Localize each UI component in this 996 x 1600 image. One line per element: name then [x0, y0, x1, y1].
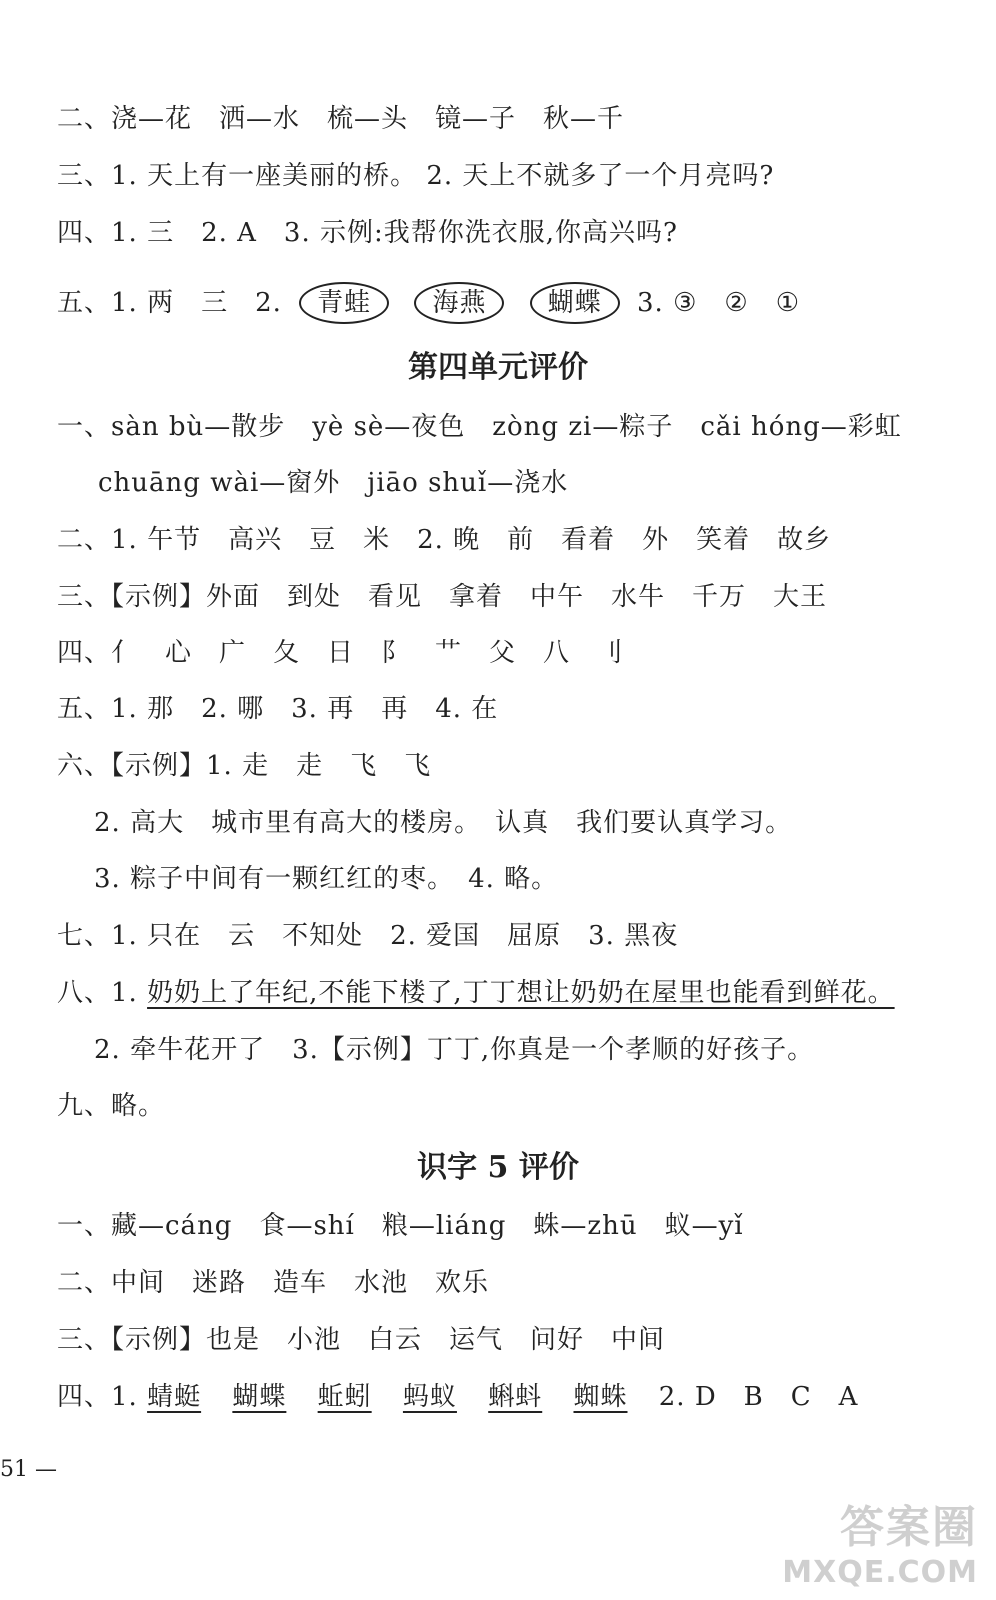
watermark-bottom: MXQE.COM — [782, 1555, 978, 1590]
unit4-line-6: 六、【示例】1. 走 走 飞 飞 — [57, 751, 432, 781]
lit5-line-4 — [57, 1380, 858, 1414]
section-title-unit4: 第四单元评价 — [408, 350, 588, 385]
unit4-line-1: 一、sàn bù—散步 yè sè—夜色 zòng zi—粽子 cǎi hóng—彩虹 — [57, 412, 902, 442]
answer-5-prefix: 五、1. 两 三 2. — [57, 288, 282, 318]
underlined-word: 蝌蚪 — [488, 1382, 543, 1412]
unit4-line-5: 五、1. 那 2. 哪 3. 再 再 4. 在 — [57, 694, 499, 724]
section-title-literacy5: 识字 5 评价 — [417, 1150, 579, 1185]
unit4-line-3: 三、【示例】外面 到处 看见 拿着 中午 水牛 千万 大王 — [57, 582, 828, 612]
unit4-line-7: 七、1. 只在 云 不知处 2. 爱国 屈原 3. 黑夜 — [57, 921, 679, 951]
circled-word: 蝴蝶 — [530, 282, 620, 324]
answer-line-4: 四、1. 三 2. A 3. 示例:我帮你洗衣服,你高兴吗? — [57, 218, 678, 248]
answer-line-5 — [57, 282, 800, 324]
circled-word: 海燕 — [414, 282, 504, 324]
lit5-4-prefix: 四、1. — [57, 1382, 138, 1412]
unit4-line-4: 四、亻 心 广 夂 日 阝 艹 父 八 刂 — [57, 638, 625, 668]
underlined-word: 蚂蚁 — [402, 1382, 457, 1412]
unit4-line-9: 九、略。 — [57, 1091, 166, 1121]
underlined-answer: 奶奶上了年纪,不能下楼了,丁丁想让奶奶在屋里也能看到鲜花。 — [147, 978, 895, 1008]
unit4-8-prefix: 八、1. — [57, 978, 138, 1008]
answer-line-2: 二、浇—花 洒—水 梳—头 镜—子 秋—千 — [57, 104, 625, 134]
underlined-word: 蜘蛛 — [573, 1382, 628, 1412]
unit4-line-8b: 2. 牵牛花开了 3.【示例】丁丁,你真是一个孝顺的好孩子。 — [94, 1035, 815, 1065]
watermark-top: 答案圈 — [840, 1502, 978, 1553]
answer-line-3: 三、1. 天上有一座美丽的桥。 2. 天上不就多了一个月亮吗? — [57, 161, 775, 191]
page-number: 51 — — [0, 1457, 57, 1482]
watermark — [782, 1491, 978, 1590]
lit5-line-2: 二、中间 迷路 造车 水池 欢乐 — [57, 1268, 490, 1298]
unit4-line-6b: 2. 高大 城市里有高大的楼房。 认真 我们要认真学习。 — [94, 808, 793, 838]
unit4-line-6c: 3. 粽子中间有一颗红红的枣。 4. 略。 — [94, 864, 559, 894]
answer-5-suffix: 3. ③ ② ① — [637, 288, 800, 318]
circled-word: 青蛙 — [299, 282, 389, 324]
unit4-line-8 — [57, 976, 895, 1010]
unit4-line-1b: chuāng wài—窗外 jiāo shuǐ—浇水 — [98, 468, 569, 498]
lit5-4-suffix: 2. D B C A — [658, 1382, 859, 1412]
lit5-line-1: 一、藏—cáng 食—shí 粮—liáng 蛛—zhū 蚁—yǐ — [57, 1211, 744, 1241]
underlined-word: 蜻蜓 — [147, 1382, 202, 1412]
underlined-word: 蝴蝶 — [232, 1382, 287, 1412]
underlined-word: 蚯蚓 — [317, 1382, 372, 1412]
lit5-line-3: 三、【示例】也是 小池 白云 运气 问好 中间 — [57, 1325, 666, 1355]
unit4-line-2: 二、1. 午节 高兴 豆 米 2. 晚 前 看着 外 笑着 故乡 — [57, 525, 832, 555]
